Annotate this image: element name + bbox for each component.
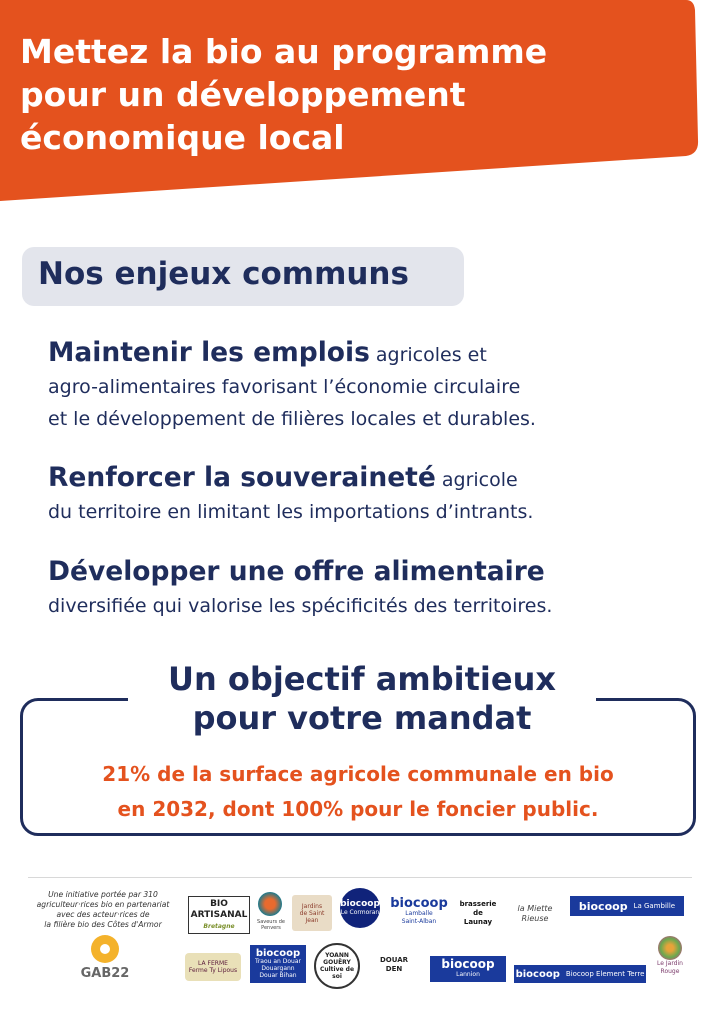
section-label-pill [22, 247, 464, 306]
objective-title-line-1: Un objectif ambitieux [168, 660, 556, 698]
logo-text: Le Jardin [657, 960, 683, 967]
logo-text: Biocoop Element Terre [565, 970, 645, 978]
logo-text: Traou an Douar [255, 957, 301, 965]
flower-icon [91, 935, 119, 963]
objective-title-line-2: pour votre mandat [192, 699, 532, 737]
logo-text: biocoop [441, 956, 495, 971]
issue-lead: Renforcer la souveraineté [48, 462, 436, 493]
logo-text: Ferme Ty Lipous [188, 967, 238, 974]
logo-text: LA FERME [198, 960, 228, 967]
issue-lead: Développer une offre alimentaire [48, 556, 545, 587]
title-line-1: Mettez la bio au programme [20, 32, 548, 71]
logo-text: Saint-Alban [401, 918, 437, 925]
issue-sovereignty [48, 462, 668, 528]
logo-la-ferme [185, 953, 241, 981]
gab22-wordmark: GAB22 [80, 966, 130, 981]
logo-text: Jardins [301, 902, 323, 910]
footer-note-line: la filière bio des Côtes d'Armor [44, 920, 162, 929]
logo-yoann-gouery [314, 943, 360, 989]
issue-text: diversifiée qui valorise les spécificités des territoires. [48, 595, 553, 617]
logo-tree [652, 930, 688, 982]
logo-text: Douargann [261, 964, 295, 972]
issue-line [48, 462, 668, 496]
logo-circle-label: Saveurs de Penvers [257, 919, 285, 931]
footer-note [28, 890, 178, 930]
logo-text: Jean [305, 916, 319, 924]
logo-miette-rieuse [510, 896, 560, 932]
objective-text-line-1: 21% de la surface agricole communale en bio [102, 762, 614, 786]
issue-text: et le développement de filières locales et durables. [48, 408, 536, 430]
logo-text: Lamballe [405, 910, 433, 917]
logo-text: Rieuse [521, 914, 549, 923]
logo-jardins [292, 895, 332, 931]
logo-circle-icon [258, 892, 282, 916]
logo-biocoop-traou-an-douar [250, 945, 306, 983]
logo-text: ARTISANAL [190, 909, 248, 920]
gab22-logo [70, 935, 140, 981]
logo-bio-artisanal [188, 896, 250, 934]
section-label: Nos enjeux communs [38, 256, 409, 292]
objective-title [128, 660, 596, 738]
issue-text: agricole [441, 469, 518, 491]
logo-biocoop-le-cormoran [340, 888, 380, 928]
logo-biocoop-lannion [430, 956, 506, 982]
footer-note-line: avec des acteur·rices de [56, 910, 150, 919]
footer-divider [28, 877, 692, 878]
issue-text: agro-alimentaires favorisant l’économie circulaire [48, 376, 521, 398]
objective-text [20, 757, 696, 827]
logo-text: biocoop [255, 947, 301, 959]
title-line-3: économique local [20, 118, 345, 157]
logo-text: biocoop [515, 968, 560, 980]
logo-text: BIO [210, 898, 228, 909]
logo-biocoop-element-terre [514, 965, 646, 983]
logo-text: la Miette [517, 904, 553, 913]
tree-icon [658, 936, 682, 960]
footer-note-line: agriculteur·rices bio en partenariat [36, 900, 170, 909]
logo-text: biocoop [578, 899, 628, 913]
issue-line [48, 556, 668, 590]
issue-jobs [48, 337, 668, 435]
issue-text: agricoles et [375, 344, 487, 366]
issue-line [48, 337, 668, 371]
logo-text: biocoop [340, 898, 380, 909]
logo-text: Bretagne [203, 922, 235, 930]
issue-food-offer [48, 556, 668, 622]
logo-text: Cultive de soi [319, 966, 355, 980]
logo-douar-den [370, 945, 418, 985]
logo-text: de Saint [299, 909, 325, 917]
issue-text: du territoire en limitant les importations d’intrants. [48, 501, 534, 523]
logo-text: Le Cormoran [340, 908, 380, 916]
objective-text-line-2: en 2032, dont 100% pour le foncier public. [117, 797, 599, 821]
logo-text: Rouge [660, 968, 680, 975]
logo-text: DEN [385, 965, 403, 973]
logo-text: Launay [463, 917, 493, 926]
logo-text: YOANN GOUËRY [323, 952, 351, 966]
logo-biocoop-lamballe [390, 895, 448, 931]
logo-biocoop-la-gambille [570, 896, 684, 916]
logo-text: Lannion [456, 970, 480, 978]
footer-note-line: Une initiative portée par 310 [48, 890, 158, 899]
page-title [20, 30, 690, 159]
logo-text: brasserie [459, 899, 497, 908]
logo-text: La Gambille [633, 902, 676, 910]
logo-text: Douar Bihan [259, 971, 297, 979]
issue-lead: Maintenir les emplois [48, 337, 370, 368]
title-line-2: pour un développement [20, 75, 466, 114]
logo-text: de [473, 908, 483, 917]
logo-brasserie-launay [454, 893, 502, 933]
logo-text: DOUAR [379, 956, 409, 964]
logo-text: biocoop [390, 896, 448, 911]
